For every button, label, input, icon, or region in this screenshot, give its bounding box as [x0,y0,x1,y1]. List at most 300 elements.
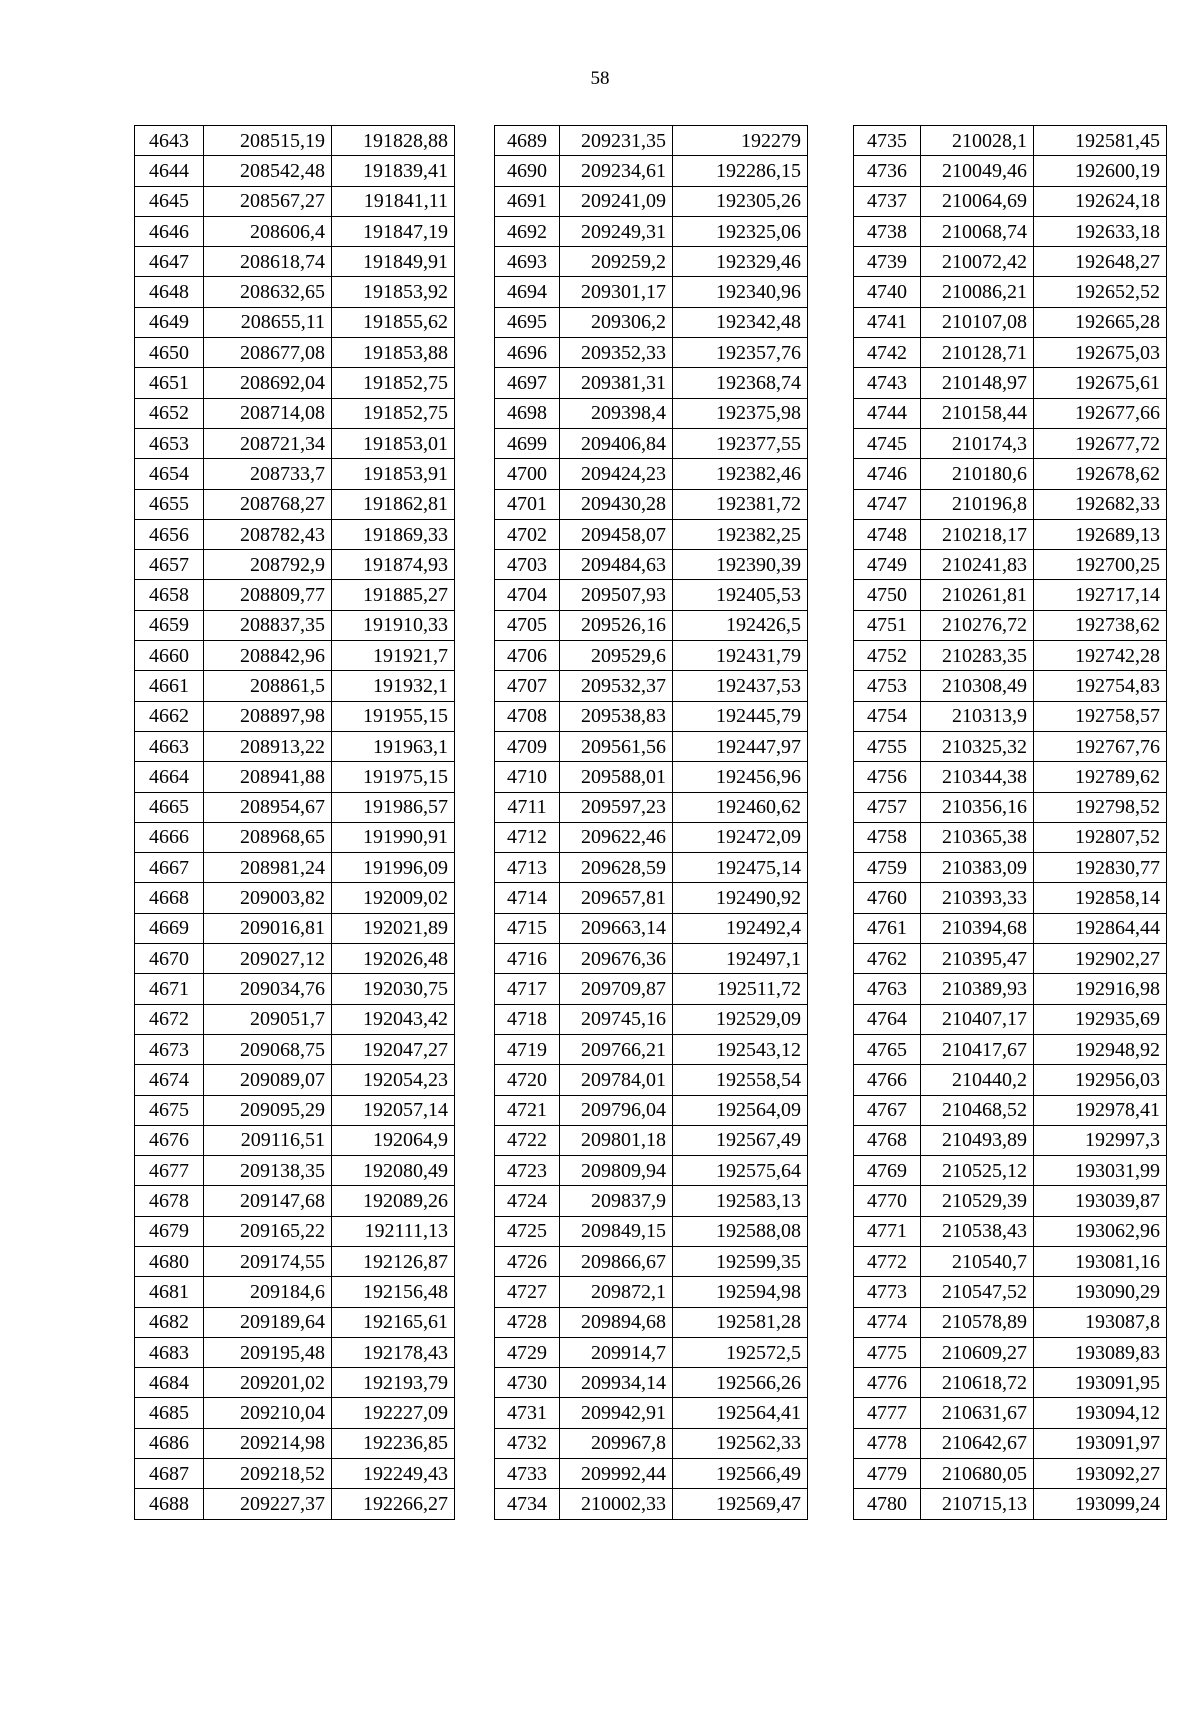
table-row [495,580,808,610]
y-coordinate-cell: 191963,1 [332,731,455,761]
x-coordinate-cell: 209458,07 [560,519,673,549]
point-number-cell: 4648 [135,277,204,307]
point-number-cell: 4756 [854,762,921,792]
point-number-cell: 4768 [854,1125,921,1155]
point-number-cell: 4771 [854,1216,921,1246]
x-coordinate-cell: 210394,68 [921,913,1034,943]
y-coordinate-cell: 192742,28 [1034,641,1167,671]
point-number-cell: 4656 [135,519,204,549]
table-row [495,126,808,156]
point-number-cell: 4658 [135,580,204,610]
x-coordinate-cell: 210417,67 [921,1034,1034,1064]
x-coordinate-cell: 209894,68 [560,1307,673,1337]
point-number-cell: 4716 [495,944,560,974]
y-coordinate-cell: 192382,46 [673,459,808,489]
y-coordinate-cell: 192588,08 [673,1216,808,1246]
x-coordinate-cell: 210180,6 [921,459,1034,489]
point-number-cell: 4684 [135,1368,204,1398]
x-coordinate-cell: 210218,17 [921,519,1034,549]
table-row [135,1034,455,1064]
x-coordinate-cell: 210196,8 [921,489,1034,519]
x-coordinate-cell: 209532,37 [560,671,673,701]
y-coordinate-cell: 191885,27 [332,580,455,610]
y-coordinate-cell: 192165,61 [332,1307,455,1337]
y-coordinate-cell: 192675,61 [1034,368,1167,398]
y-coordinate-cell: 192575,64 [673,1156,808,1186]
point-number-cell: 4739 [854,247,921,277]
y-coordinate-cell: 193039,87 [1034,1186,1167,1216]
x-coordinate-cell: 209837,9 [560,1186,673,1216]
table-row [495,883,808,913]
point-number-cell: 4653 [135,428,204,458]
point-number-cell: 4712 [495,822,560,852]
table-row [495,1095,808,1125]
y-coordinate-cell: 192529,09 [673,1004,808,1034]
y-coordinate-cell: 191853,91 [332,459,455,489]
y-coordinate-cell: 192677,72 [1034,428,1167,458]
y-coordinate-cell: 192997,3 [1034,1125,1167,1155]
x-coordinate-cell: 209227,37 [204,1489,332,1519]
x-coordinate-cell: 210715,13 [921,1489,1034,1519]
table-row [135,701,455,731]
x-coordinate-cell: 208733,7 [204,459,332,489]
y-coordinate-cell: 192342,48 [673,307,808,337]
y-coordinate-cell: 192562,33 [673,1428,808,1458]
point-number-cell: 4650 [135,338,204,368]
point-number-cell: 4749 [854,550,921,580]
x-coordinate-cell: 208632,65 [204,277,332,307]
table-row [495,974,808,1004]
point-number-cell: 4751 [854,610,921,640]
point-number-cell: 4733 [495,1459,560,1489]
table-row [135,368,455,398]
y-coordinate-cell: 192689,13 [1034,519,1167,549]
y-coordinate-cell: 191910,33 [332,610,455,640]
table-row [135,610,455,640]
y-coordinate-cell: 192564,41 [673,1398,808,1428]
table-row [854,610,1167,640]
table-row [495,1216,808,1246]
table-row [854,277,1167,307]
point-number-cell: 4690 [495,156,560,186]
x-coordinate-cell: 210002,33 [560,1489,673,1519]
table-row [495,428,808,458]
y-coordinate-cell: 192599,35 [673,1246,808,1276]
y-coordinate-cell: 192368,74 [673,368,808,398]
table-row [495,277,808,307]
x-coordinate-cell: 209003,82 [204,883,332,913]
coordinates-table-1 [134,125,455,1520]
x-coordinate-cell: 209068,75 [204,1034,332,1064]
point-number-cell: 4697 [495,368,560,398]
table-row [495,822,808,852]
x-coordinate-cell: 208542,48 [204,156,332,186]
point-number-cell: 4753 [854,671,921,701]
point-number-cell: 4779 [854,1459,921,1489]
table-row [135,731,455,761]
table-row [854,550,1167,580]
table-row [854,913,1167,943]
y-coordinate-cell: 193087,8 [1034,1307,1167,1337]
x-coordinate-cell: 209398,4 [560,398,673,428]
table-row [495,459,808,489]
table-row [854,944,1167,974]
point-number-cell: 4670 [135,944,204,974]
x-coordinate-cell: 208714,08 [204,398,332,428]
y-coordinate-cell: 191841,11 [332,186,455,216]
table-row [135,519,455,549]
table-row [854,428,1167,458]
table-row [135,186,455,216]
coordinates-table-2 [494,125,808,1520]
x-coordinate-cell: 209174,55 [204,1246,332,1276]
table-row [854,398,1167,428]
y-coordinate-cell: 191955,15 [332,701,455,731]
x-coordinate-cell: 210128,71 [921,338,1034,368]
x-coordinate-cell: 209195,48 [204,1337,332,1367]
point-number-cell: 4726 [495,1246,560,1276]
table-row [854,1186,1167,1216]
table-row [854,186,1167,216]
y-coordinate-cell: 192543,12 [673,1034,808,1064]
x-coordinate-cell: 208809,77 [204,580,332,610]
y-coordinate-cell: 191853,88 [332,338,455,368]
point-number-cell: 4715 [495,913,560,943]
table-row [135,762,455,792]
y-coordinate-cell: 191869,33 [332,519,455,549]
y-coordinate-cell: 192830,77 [1034,853,1167,883]
point-number-cell: 4683 [135,1337,204,1367]
point-number-cell: 4777 [854,1398,921,1428]
x-coordinate-cell: 208782,43 [204,519,332,549]
y-coordinate-cell: 192956,03 [1034,1065,1167,1095]
y-coordinate-cell: 192798,52 [1034,792,1167,822]
point-number-cell: 4671 [135,974,204,1004]
table-row [495,1186,808,1216]
table-row [854,853,1167,883]
table-row [495,1428,808,1458]
point-number-cell: 4744 [854,398,921,428]
x-coordinate-cell: 209138,35 [204,1156,332,1186]
x-coordinate-cell: 208968,65 [204,822,332,852]
x-coordinate-cell: 209241,09 [560,186,673,216]
table-row [135,974,455,1004]
table-row [135,944,455,974]
point-number-cell: 4723 [495,1156,560,1186]
point-number-cell: 4667 [135,853,204,883]
point-number-cell: 4722 [495,1125,560,1155]
point-number-cell: 4774 [854,1307,921,1337]
y-coordinate-cell: 192390,39 [673,550,808,580]
y-coordinate-cell: 191986,57 [332,792,455,822]
point-number-cell: 4669 [135,913,204,943]
point-number-cell: 4662 [135,701,204,731]
table-row [495,1398,808,1428]
y-coordinate-cell: 192948,92 [1034,1034,1167,1064]
x-coordinate-cell: 208721,34 [204,428,332,458]
table-row [495,731,808,761]
table-row [495,156,808,186]
x-coordinate-cell: 208692,04 [204,368,332,398]
y-coordinate-cell: 192677,66 [1034,398,1167,428]
table-row [495,519,808,549]
point-number-cell: 4741 [854,307,921,337]
point-number-cell: 4692 [495,216,560,246]
y-coordinate-cell: 192652,52 [1034,277,1167,307]
point-number-cell: 4761 [854,913,921,943]
x-coordinate-cell: 208861,5 [204,671,332,701]
x-coordinate-cell: 208655,11 [204,307,332,337]
point-number-cell: 4704 [495,580,560,610]
table-row [854,792,1167,822]
x-coordinate-cell: 210276,72 [921,610,1034,640]
x-coordinate-cell: 209089,07 [204,1065,332,1095]
table-row [854,307,1167,337]
point-number-cell: 4708 [495,701,560,731]
x-coordinate-cell: 209914,7 [560,1337,673,1367]
point-number-cell: 4691 [495,186,560,216]
table-row [854,1125,1167,1155]
y-coordinate-cell: 192567,49 [673,1125,808,1155]
x-coordinate-cell: 210540,7 [921,1246,1034,1276]
table-row [135,398,455,428]
y-coordinate-cell: 192633,18 [1034,216,1167,246]
y-coordinate-cell: 192566,49 [673,1459,808,1489]
table-row [495,186,808,216]
point-number-cell: 4689 [495,126,560,156]
table-row [135,853,455,883]
point-number-cell: 4758 [854,822,921,852]
y-coordinate-cell: 193094,12 [1034,1398,1167,1428]
x-coordinate-cell: 209214,98 [204,1428,332,1458]
point-number-cell: 4665 [135,792,204,822]
point-number-cell: 4766 [854,1065,921,1095]
point-number-cell: 4747 [854,489,921,519]
point-number-cell: 4661 [135,671,204,701]
table-row [135,671,455,701]
coordinates-table-3 [853,125,1167,1520]
x-coordinate-cell: 209165,22 [204,1216,332,1246]
table-row [495,610,808,640]
x-coordinate-cell: 210407,17 [921,1004,1034,1034]
x-coordinate-cell: 210148,97 [921,368,1034,398]
x-coordinate-cell: 209249,31 [560,216,673,246]
x-coordinate-cell: 210107,08 [921,307,1034,337]
x-coordinate-cell: 209529,6 [560,641,673,671]
y-coordinate-cell: 191990,91 [332,822,455,852]
point-number-cell: 4709 [495,731,560,761]
table-row [135,913,455,943]
table-row [135,428,455,458]
table-row [495,1004,808,1034]
y-coordinate-cell: 191975,15 [332,762,455,792]
y-coordinate-cell: 192227,09 [332,1398,455,1428]
point-number-cell: 4699 [495,428,560,458]
y-coordinate-cell: 192682,33 [1034,489,1167,519]
x-coordinate-cell: 210529,39 [921,1186,1034,1216]
table-row [854,338,1167,368]
table-row [854,126,1167,156]
point-number-cell: 4745 [854,428,921,458]
x-coordinate-cell: 209709,87 [560,974,673,1004]
y-coordinate-cell: 191839,41 [332,156,455,186]
table-row [495,338,808,368]
x-coordinate-cell: 208618,74 [204,247,332,277]
y-coordinate-cell: 192382,25 [673,519,808,549]
y-coordinate-cell: 192375,98 [673,398,808,428]
x-coordinate-cell: 208606,4 [204,216,332,246]
table-row [854,1216,1167,1246]
point-number-cell: 4694 [495,277,560,307]
y-coordinate-cell: 192472,09 [673,822,808,852]
table-row [495,853,808,883]
x-coordinate-cell: 210383,09 [921,853,1034,883]
x-coordinate-cell: 210440,2 [921,1065,1034,1095]
y-coordinate-cell: 191862,81 [332,489,455,519]
point-number-cell: 4736 [854,156,921,186]
x-coordinate-cell: 210609,27 [921,1337,1034,1367]
y-coordinate-cell: 192978,41 [1034,1095,1167,1125]
point-number-cell: 4711 [495,792,560,822]
x-coordinate-cell: 209016,81 [204,913,332,943]
point-number-cell: 4737 [854,186,921,216]
table-row [854,671,1167,701]
table-row [854,1095,1167,1125]
x-coordinate-cell: 209406,84 [560,428,673,458]
y-coordinate-cell: 192581,28 [673,1307,808,1337]
x-coordinate-cell: 210631,67 [921,1398,1034,1428]
table-row [854,641,1167,671]
x-coordinate-cell: 209424,23 [560,459,673,489]
point-number-cell: 4702 [495,519,560,549]
point-number-cell: 4655 [135,489,204,519]
point-number-cell: 4666 [135,822,204,852]
point-number-cell: 4742 [854,338,921,368]
y-coordinate-cell: 192460,62 [673,792,808,822]
y-coordinate-cell: 192080,49 [332,1156,455,1186]
point-number-cell: 4750 [854,580,921,610]
table-row [854,1368,1167,1398]
table-row [495,1459,808,1489]
point-number-cell: 4718 [495,1004,560,1034]
x-coordinate-cell: 210283,35 [921,641,1034,671]
point-number-cell: 4676 [135,1125,204,1155]
point-number-cell: 4714 [495,883,560,913]
x-coordinate-cell: 209628,59 [560,853,673,883]
point-number-cell: 4773 [854,1277,921,1307]
table-row [854,247,1167,277]
table-row [854,1065,1167,1095]
x-coordinate-cell: 209507,93 [560,580,673,610]
point-number-cell: 4778 [854,1428,921,1458]
x-coordinate-cell: 210525,12 [921,1156,1034,1186]
y-coordinate-cell: 191874,93 [332,550,455,580]
y-coordinate-cell: 192490,92 [673,883,808,913]
x-coordinate-cell: 210356,16 [921,792,1034,822]
table-row [135,822,455,852]
y-coordinate-cell: 192624,18 [1034,186,1167,216]
y-coordinate-cell: 192357,76 [673,338,808,368]
point-number-cell: 4767 [854,1095,921,1125]
y-coordinate-cell: 192057,14 [332,1095,455,1125]
x-coordinate-cell: 209189,64 [204,1307,332,1337]
table-row [495,1489,808,1519]
y-coordinate-cell: 191932,1 [332,671,455,701]
point-number-cell: 4700 [495,459,560,489]
x-coordinate-cell: 209352,33 [560,338,673,368]
point-number-cell: 4710 [495,762,560,792]
y-coordinate-cell: 193090,29 [1034,1277,1167,1307]
point-number-cell: 4707 [495,671,560,701]
table-row [854,883,1167,913]
x-coordinate-cell: 209809,94 [560,1156,673,1186]
point-number-cell: 4743 [854,368,921,398]
point-number-cell: 4664 [135,762,204,792]
y-coordinate-cell: 193062,96 [1034,1216,1167,1246]
point-number-cell: 4643 [135,126,204,156]
point-number-cell: 4659 [135,610,204,640]
x-coordinate-cell: 210493,89 [921,1125,1034,1155]
y-coordinate-cell: 192047,27 [332,1034,455,1064]
y-coordinate-cell: 192916,98 [1034,974,1167,1004]
point-number-cell: 4757 [854,792,921,822]
y-coordinate-cell: 192492,4 [673,913,808,943]
x-coordinate-cell: 210086,21 [921,277,1034,307]
point-number-cell: 4660 [135,641,204,671]
y-coordinate-cell: 192497,1 [673,944,808,974]
table-row [135,156,455,186]
x-coordinate-cell: 209796,04 [560,1095,673,1125]
point-number-cell: 4678 [135,1186,204,1216]
table-row [854,368,1167,398]
x-coordinate-cell: 209801,18 [560,1125,673,1155]
x-coordinate-cell: 209116,51 [204,1125,332,1155]
x-coordinate-cell: 209201,02 [204,1368,332,1398]
point-number-cell: 4685 [135,1398,204,1428]
x-coordinate-cell: 209231,35 [560,126,673,156]
table-row [495,398,808,428]
y-coordinate-cell: 192758,57 [1034,701,1167,731]
table-row [135,792,455,822]
y-coordinate-cell: 192377,55 [673,428,808,458]
point-number-cell: 4760 [854,883,921,913]
table-row [135,1095,455,1125]
x-coordinate-cell: 209745,16 [560,1004,673,1034]
x-coordinate-cell: 208941,88 [204,762,332,792]
y-coordinate-cell: 192340,96 [673,277,808,307]
point-number-cell: 4719 [495,1034,560,1064]
y-coordinate-cell: 192286,15 [673,156,808,186]
x-coordinate-cell: 209663,14 [560,913,673,943]
y-coordinate-cell: 193091,95 [1034,1368,1167,1398]
y-coordinate-cell: 192581,45 [1034,126,1167,156]
table-row [135,883,455,913]
table-row [495,368,808,398]
x-coordinate-cell: 209849,15 [560,1216,673,1246]
x-coordinate-cell: 210313,9 [921,701,1034,731]
x-coordinate-cell: 209538,83 [560,701,673,731]
x-coordinate-cell: 208677,08 [204,338,332,368]
point-number-cell: 4731 [495,1398,560,1428]
y-coordinate-cell: 192329,46 [673,247,808,277]
x-coordinate-cell: 209306,2 [560,307,673,337]
x-coordinate-cell: 208768,27 [204,489,332,519]
point-number-cell: 4713 [495,853,560,883]
table-row [135,1156,455,1186]
table-row [495,792,808,822]
x-coordinate-cell: 209184,6 [204,1277,332,1307]
point-number-cell: 4724 [495,1186,560,1216]
